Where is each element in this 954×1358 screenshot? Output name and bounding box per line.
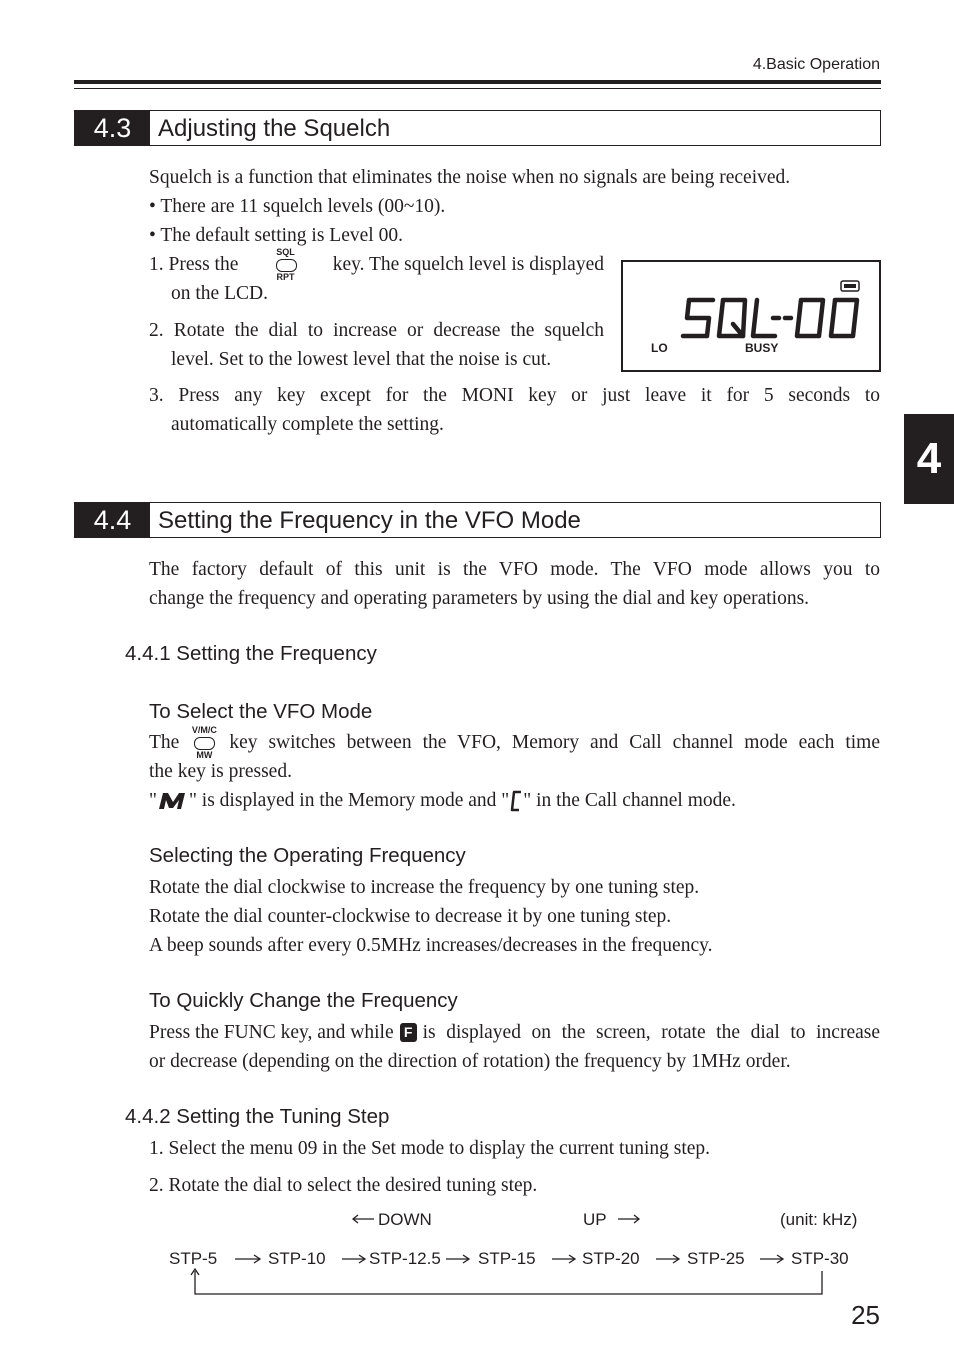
vfo-intro-a: The factory default of this unit is the VFO mode. The VFO mode allows you to: [149, 559, 880, 580]
subsection-4-4-1: 4.4.1 Setting the Frequency: [125, 642, 377, 665]
call-c-icon: [509, 789, 523, 813]
step-label: STP-15: [478, 1249, 536, 1268]
unit-label: (unit: kHz): [780, 1210, 858, 1229]
lcd-busy-label: BUSY: [745, 341, 779, 355]
quote-open: ": [149, 790, 157, 811]
down-label: DOWN: [378, 1210, 432, 1229]
select-text-c2: " is displayed in the Memory mode and ": [188, 790, 510, 811]
step-label: STP-20: [582, 1249, 640, 1268]
operating-line-2: Rotate the dial counter-clockwise to decrease it by one tuning step.: [149, 906, 672, 927]
vfo-intro: [149, 555, 880, 613]
step-label: STP-25: [687, 1249, 745, 1268]
header-rule: [74, 80, 881, 84]
chapter-tab: 4: [904, 414, 954, 504]
memory-m-icon: [157, 791, 189, 811]
tuning-step-diagram: [150, 1205, 880, 1300]
step-1-text-c: on the LCD.: [171, 283, 268, 304]
squelch-bullet-levels: • There are 11 squelch levels (00~10).: [149, 196, 446, 217]
page-number: 25: [851, 1300, 880, 1330]
lcd-lo-label: LO: [651, 341, 668, 355]
section-number: 4.3: [75, 111, 150, 145]
quick-text-a1: Press the FUNC key, and while: [149, 1022, 394, 1043]
step-3-text-b: automatically complete the setting.: [171, 414, 444, 435]
section-4-4-heading: [74, 502, 881, 538]
subsection-4-4-2: 4.4.2 Setting the Tuning Step: [125, 1105, 390, 1128]
step-1-text-b: key. The squelch level is displayed: [332, 254, 604, 275]
heading-select-vfo: To Select the VFO Mode: [149, 700, 373, 723]
section-number: 4.4: [75, 503, 150, 537]
step-label: STP-10: [268, 1249, 326, 1268]
tuning-step-1: 1. Select the menu 09 in the Set mode to display the current tuning step.: [149, 1138, 711, 1159]
up-label: UP: [583, 1210, 607, 1229]
squelch-step-3: [149, 381, 880, 439]
step-2-text-a: 2. Rotate the dial to increase or decrease the squelch: [149, 320, 604, 341]
lcd-display: [621, 260, 881, 372]
section-4-3-heading: [74, 110, 881, 146]
squelch-bullet-default: • The default setting is Level 00.: [149, 225, 403, 246]
operating-line-1: Rotate the dial clockwise to increase the frequency by one tuning step.: [149, 877, 700, 898]
rpt-key-label: RPT: [276, 271, 295, 282]
lcd-segment-graphic: [623, 262, 879, 370]
quick-text-b: or decrease (depending on the direction of rotation) the frequency by 1MHz order.: [149, 1051, 791, 1072]
operating-line-3: A beep sounds after every 0.5MHz increases/decreases in the frequency.: [149, 935, 713, 956]
vmc-key-icon: [189, 724, 219, 760]
select-text-b: the key is pressed.: [149, 761, 292, 782]
heading-quick-change: To Quickly Change the Frequency: [149, 989, 458, 1012]
tuning-step-2: 2. Rotate the dial to select the desired tuning step.: [149, 1175, 538, 1196]
select-text-a: key switches between the VFO, Memory and Call channel mode each time: [229, 732, 880, 753]
step-3-text-a: 3. Press any key except for the MONI key or just leave it for 5 seconds to: [149, 385, 880, 406]
select-vfo-text: [149, 724, 880, 815]
step-2-text-b: level. Set to the lowest level that the noise is cut.: [171, 349, 552, 370]
select-text-c: [149, 786, 880, 815]
vmc-key-label: V/M/C: [191, 724, 217, 735]
step-1-text-a: 1. Press the: [149, 254, 239, 275]
squelch-intro: Squelch is a function that eliminates the noise when no signals are being received.: [149, 167, 791, 188]
select-text-c3: " in the Call channel mode.: [523, 790, 736, 811]
squelch-step-2: [149, 316, 604, 374]
section-title: Adjusting the Squelch: [158, 115, 391, 142]
header-rule-thin: [74, 88, 881, 89]
select-the: The: [149, 732, 180, 753]
mw-key-label: MW: [196, 749, 213, 760]
quick-text-a2: is displayed on the screen, rotate the dial to increase: [422, 1022, 880, 1043]
sql-key-icon: [273, 246, 299, 282]
quick-change-text: [149, 1018, 880, 1076]
heading-operating-frequency: Selecting the Operating Frequency: [149, 844, 466, 867]
section-title: Setting the Frequency in the VFO Mode: [158, 507, 581, 534]
squelch-step-1: [149, 246, 604, 308]
step-label: STP-5: [169, 1249, 218, 1268]
running-head: 4.Basic Operation: [752, 56, 880, 73]
func-icon: F: [400, 1023, 417, 1042]
step-label: STP-30: [791, 1249, 849, 1268]
vfo-intro-b: change the frequency and operating parameters by using the dial and key operations.: [149, 588, 810, 609]
step-label: STP-12.5: [369, 1249, 441, 1268]
sql-key-label: SQL: [276, 246, 295, 257]
